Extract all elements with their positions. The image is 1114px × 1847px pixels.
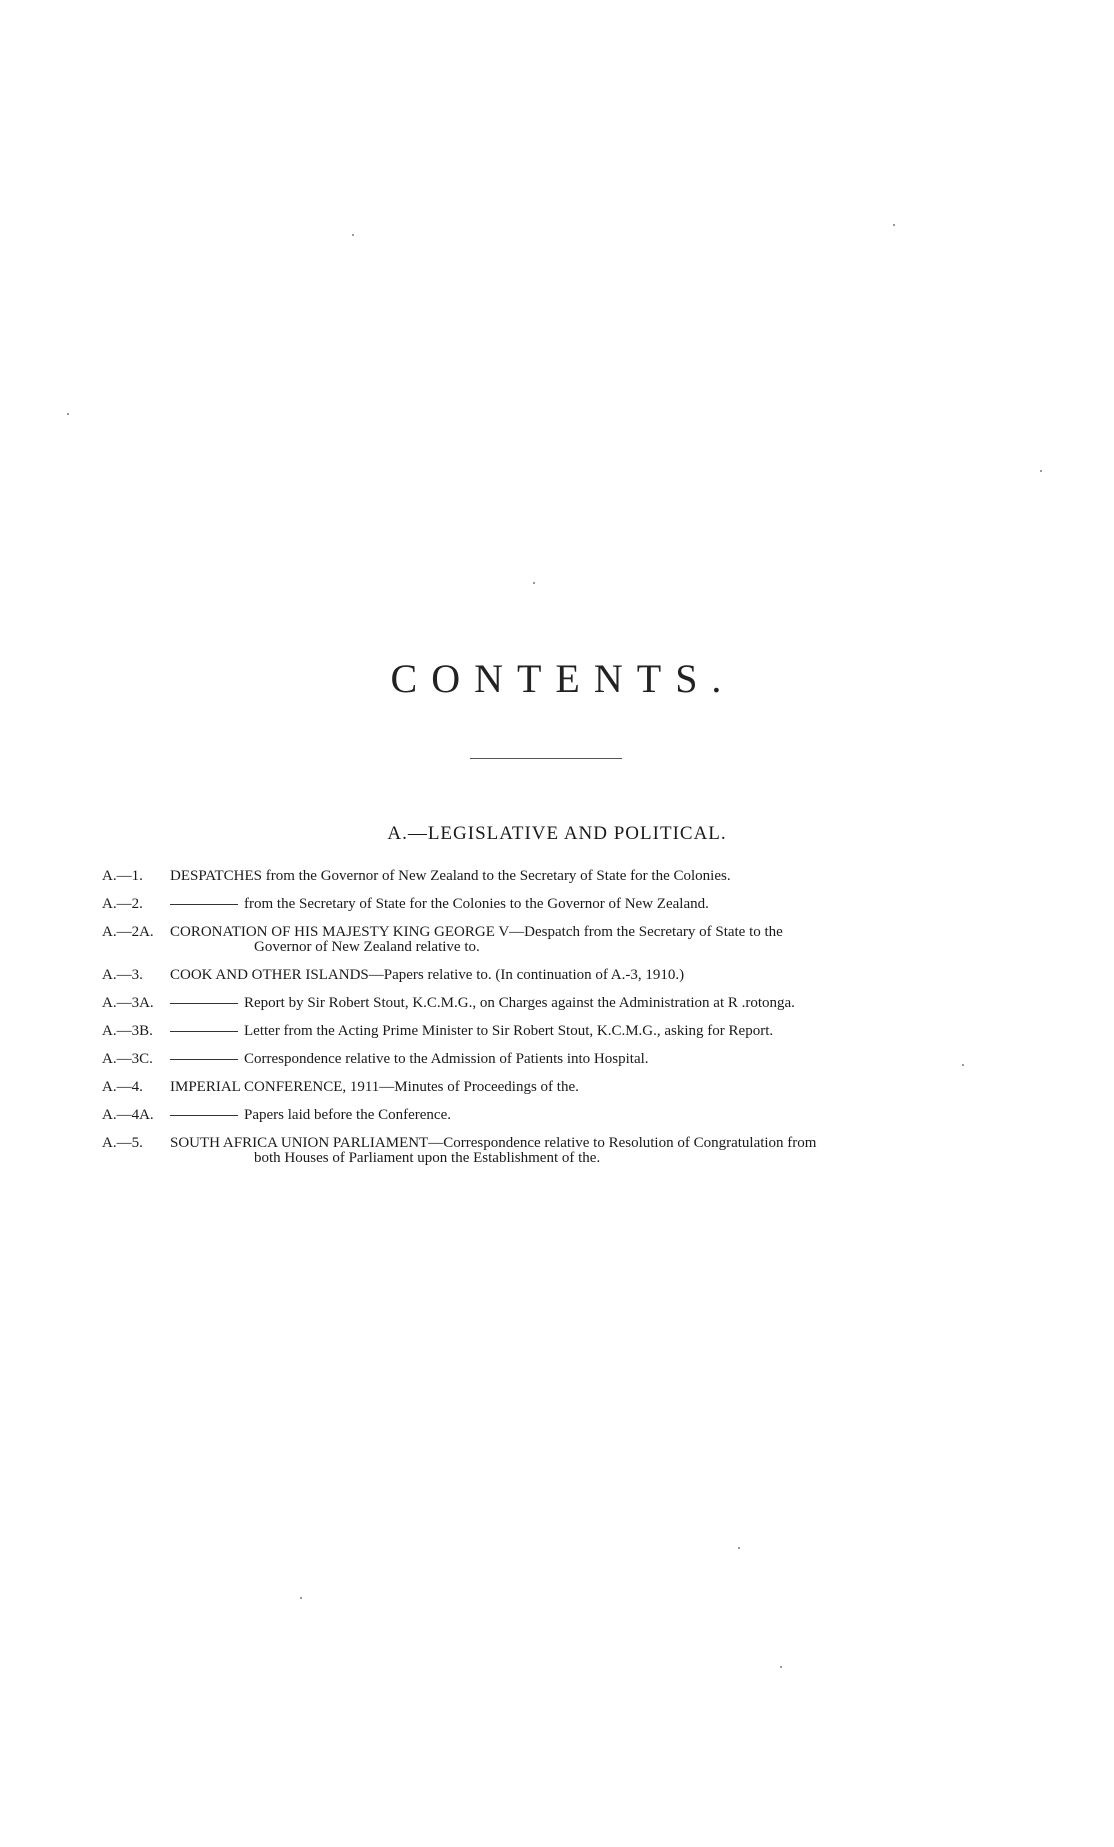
entry-code: A.—3C. (102, 1051, 153, 1067)
scan-speck (962, 1064, 964, 1066)
entry-code: A.—3. (102, 967, 143, 983)
entry-code: A.—4A. (102, 1107, 154, 1123)
entry-continuation: both Houses of Parliament upon the Establishment of the. (254, 1150, 601, 1166)
contents-entry (102, 1108, 992, 1123)
scan-speck (1040, 470, 1042, 472)
contents-entry (102, 968, 992, 983)
scan-speck (738, 1547, 740, 1549)
entry-text: Letter from the Acting Prime Minister to Sir Robert Stout, K.C.M.G., asking for Report. (244, 1023, 774, 1039)
title-rule (470, 758, 622, 759)
ditto-dash (170, 1031, 238, 1032)
entry-text: DESPATCHES from the Governor of New Zealand to the Secretary of State for the Colonies. (170, 868, 731, 884)
entry-code: A.—2A. (102, 924, 154, 940)
entry-continuation: Governor of New Zealand relative to. (254, 939, 480, 955)
contents-entry (102, 1052, 992, 1067)
entry-text: COOK AND OTHER ISLANDS—Papers relative to. (In continuation of A.-3, 1910.) (170, 967, 685, 983)
contents-list (102, 869, 992, 1179)
scan-speck (893, 224, 895, 226)
entry-code: A.—2. (102, 896, 143, 912)
ditto-dash (170, 1003, 238, 1004)
scan-speck (780, 1666, 782, 1668)
contents-entry (102, 1080, 992, 1095)
contents-entry (102, 996, 992, 1011)
contents-entry (102, 897, 992, 912)
entry-text: Report by Sir Robert Stout, K.C.M.G., on Charges against the Administration at R .rotonga. (244, 995, 795, 1011)
entry-text: CORONATION OF HIS MAJESTY KING GEORGE V—Despatch from the Secretary of State to the (170, 924, 783, 940)
entry-text: Correspondence relative to the Admission of Patients into Hospital. (244, 1051, 649, 1067)
ditto-dash (170, 904, 238, 905)
entry-code: A.—4. (102, 1079, 143, 1095)
scan-speck (300, 1597, 302, 1599)
scan-speck (533, 582, 535, 584)
entry-text: Papers laid before the Conference. (244, 1107, 451, 1123)
contents-entry (102, 1136, 992, 1166)
ditto-dash (170, 1059, 238, 1060)
entry-text: IMPERIAL CONFERENCE, 1911—Minutes of Proceedings of the. (170, 1079, 579, 1095)
entry-text: SOUTH AFRICA UNION PARLIAMENT—Correspondence relative to Resolution of Congratulation from (170, 1135, 817, 1151)
entry-text: from the Secretary of State for the Colonies to the Governor of New Zealand. (244, 896, 709, 912)
page-title: CONTENTS. (390, 656, 736, 701)
entry-code: A.—3B. (102, 1023, 153, 1039)
ditto-dash (170, 1115, 238, 1116)
entry-code: A.—5. (102, 1135, 143, 1151)
entry-code: A.—3A. (102, 995, 154, 1011)
section-heading: A.—LEGISLATIVE AND POLITICAL. (387, 823, 727, 844)
entry-code: A.—1. (102, 868, 143, 884)
contents-entry (102, 1024, 992, 1039)
scan-speck (67, 413, 69, 415)
contents-entry (102, 869, 992, 884)
scan-speck (352, 234, 354, 236)
contents-entry (102, 925, 992, 955)
